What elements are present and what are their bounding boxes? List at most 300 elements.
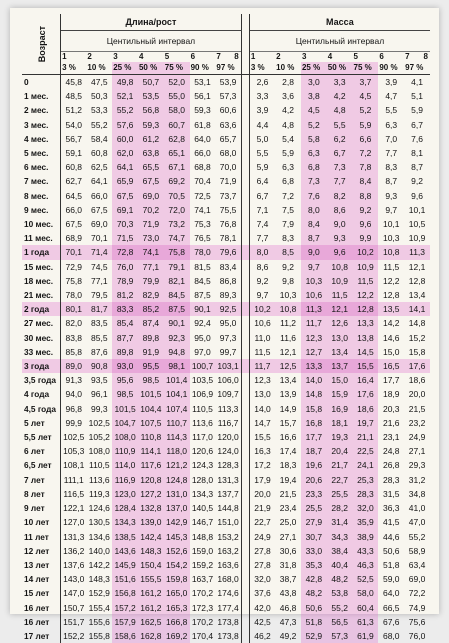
length-cell: 50,3: [86, 89, 112, 103]
length-cell: 54,0: [61, 118, 87, 132]
table-row: [22, 160, 430, 174]
length-cell: 107,5: [138, 416, 164, 430]
header-cell: 25 %: [301, 62, 327, 75]
mass-cell: 9,7: [301, 260, 327, 274]
page-sheet: [10, 8, 439, 614]
length-cell: 116,5: [61, 487, 87, 501]
length-cell: 114,1: [138, 444, 164, 458]
column-separator: [241, 416, 249, 430]
mass-cell: 38,4: [327, 544, 353, 558]
length-cell: 159,8: [164, 572, 190, 586]
mass-cell: 59,0: [378, 572, 404, 586]
mass-cell: 30,7: [301, 530, 327, 544]
length-cell: 97,3: [215, 331, 241, 345]
mass-cell: 13,8: [353, 331, 379, 345]
age-cell: 0: [22, 75, 61, 90]
length-cell: 113,6: [86, 473, 112, 487]
length-cell: 93,5: [86, 373, 112, 387]
length-cell: 65,7: [215, 132, 241, 146]
age-cell: 3 мес.: [22, 118, 61, 132]
mass-cell: 34,3: [327, 530, 353, 544]
column-separator: [241, 458, 249, 472]
mass-cell: 24,1: [353, 458, 379, 472]
age-cell: 10 мес.: [22, 217, 61, 231]
column-separator: [241, 89, 249, 103]
mass-cell: 6,8: [275, 174, 301, 188]
mass-cell: 11,2: [275, 316, 301, 330]
column-separator: [241, 586, 249, 600]
length-cell: 65,9: [112, 174, 138, 188]
table-row: [22, 558, 430, 572]
table-row: [22, 75, 430, 90]
mass-cell: 18,6: [353, 402, 379, 416]
length-cell: 155,8: [86, 629, 112, 643]
length-cell: 90,8: [86, 359, 112, 373]
mass-cell: 8,4: [301, 217, 327, 231]
length-cell: 72,9: [61, 260, 87, 274]
table-row: [22, 331, 430, 345]
table-row: [22, 231, 430, 245]
length-cell: 81,2: [112, 288, 138, 302]
mass-cell: 41,0: [404, 501, 430, 515]
mass-cell: 44,6: [378, 530, 404, 544]
mass-cell: 8,0: [301, 203, 327, 217]
mass-cell: 42,0: [249, 601, 275, 615]
length-cell: 142,9: [164, 515, 190, 529]
length-cell: 99,9: [61, 416, 87, 430]
column-separator: [241, 75, 249, 90]
age-cell: 11 мес.: [22, 231, 61, 245]
mass-cell: 13,3: [301, 359, 327, 373]
mass-cell: 37,6: [249, 586, 275, 600]
mass-cell: 13,5: [378, 302, 404, 316]
length-cell: 89,8: [138, 331, 164, 345]
length-cell: 117,6: [138, 458, 164, 472]
mass-cell: 12,3: [249, 373, 275, 387]
column-separator: [241, 402, 249, 416]
mass-cell: 34,8: [404, 487, 430, 501]
length-cell: 93,0: [112, 359, 138, 373]
age-cell: 16 лет: [22, 601, 61, 615]
length-cell: 159,2: [190, 558, 216, 572]
length-cell: 87,4: [138, 316, 164, 330]
mass-cell: 69,0: [404, 572, 430, 586]
mass-cell: 6,3: [301, 146, 327, 160]
column-separator: [241, 601, 249, 615]
mass-cell: 19,6: [301, 458, 327, 472]
table-row: [22, 586, 430, 600]
length-cell: 48,5: [61, 89, 87, 103]
length-cell: 96,8: [61, 402, 87, 416]
length-cell: 146,7: [190, 515, 216, 529]
length-cell: 47,5: [86, 75, 112, 90]
length-cell: 76,0: [112, 260, 138, 274]
mass-cell: 41,5: [378, 515, 404, 529]
mass-cell: 12,5: [275, 359, 301, 373]
age-cell: 4,5 года: [22, 402, 61, 416]
length-cell: 151,0: [215, 515, 241, 529]
mass-cell: 7,5: [275, 203, 301, 217]
mass-cell: 4,7: [378, 89, 404, 103]
age-cell: 33 мес.: [22, 345, 61, 359]
length-cell: 83,5: [86, 316, 112, 330]
mass-cell: 5,1: [404, 89, 430, 103]
length-cell: 120,0: [215, 430, 241, 444]
mass-cell: 12,1: [327, 302, 353, 316]
length-cell: 92,3: [164, 331, 190, 345]
length-cell: 79,1: [164, 260, 190, 274]
length-cell: 59,1: [61, 146, 87, 160]
length-cell: 83,3: [112, 302, 138, 316]
length-cell: 83,8: [61, 331, 87, 345]
age-cell: 9 мес.: [22, 203, 61, 217]
age-cell: 9 лет: [22, 501, 61, 515]
mass-cell: 5,4: [275, 132, 301, 146]
age-cell: 6 мес.: [22, 160, 61, 174]
mass-cell: 61,9: [353, 629, 379, 643]
length-cell: 53,9: [215, 75, 241, 90]
mass-cell: 4,1: [404, 75, 430, 90]
length-cell: 67,5: [112, 189, 138, 203]
length-cell: 61,8: [190, 118, 216, 132]
mass-cell: 14,0: [249, 402, 275, 416]
header-cell: 7 8: [404, 52, 430, 63]
mass-cell: 20,4: [327, 444, 353, 458]
header-cell: 75 %: [353, 62, 379, 75]
table-body: [22, 75, 430, 643]
mass-cell: 8,7: [301, 231, 327, 245]
mass-cell: 21,7: [327, 458, 353, 472]
header-cell: 97 %: [404, 62, 430, 75]
header-cell: 3: [112, 52, 138, 63]
mass-cell: 15,8: [301, 402, 327, 416]
table-row: [22, 260, 430, 274]
length-cell: 155,6: [86, 615, 112, 629]
mass-cell: 18,7: [301, 444, 327, 458]
header-cell: 1: [61, 52, 87, 63]
length-cell: 98,1: [164, 359, 190, 373]
length-cell: 66,0: [190, 146, 216, 160]
mass-cell: 16,6: [275, 430, 301, 444]
mass-cell: 12,1: [404, 260, 430, 274]
length-cell: 110,8: [138, 430, 164, 444]
mass-cell: 74,9: [404, 601, 430, 615]
column-separator: [241, 572, 249, 586]
mass-cell: 68,0: [378, 629, 404, 643]
table-row: [22, 601, 430, 615]
mass-cell: 12,8: [378, 288, 404, 302]
mass-cell: 4,8: [275, 118, 301, 132]
mass-cell: 15,5: [249, 430, 275, 444]
mass-cell: 4,2: [327, 89, 353, 103]
length-cell: 155,5: [138, 572, 164, 586]
age-cell: 5 мес.: [22, 146, 61, 160]
column-separator: [241, 160, 249, 174]
length-cell: 74,5: [86, 260, 112, 274]
mass-cell: 9,3: [378, 189, 404, 203]
mass-cell: 23,3: [301, 487, 327, 501]
length-cell: 151,7: [61, 615, 87, 629]
length-cell: 60,0: [112, 132, 138, 146]
mass-cell: 15,0: [378, 345, 404, 359]
mass-cell: 43,3: [353, 544, 379, 558]
column-separator: [241, 530, 249, 544]
mass-cell: 9,2: [353, 203, 379, 217]
length-cell: 124,3: [190, 458, 216, 472]
length-cell: 80,1: [61, 302, 87, 316]
mass-cell: 9,3: [327, 231, 353, 245]
length-cell: 63,8: [138, 146, 164, 160]
age-cell: 1 года: [22, 245, 61, 259]
length-cell: 60,6: [215, 103, 241, 117]
mass-cell: 22,5: [353, 444, 379, 458]
mass-cell: 7,3: [301, 174, 327, 188]
mass-cell: 6,3: [378, 118, 404, 132]
length-cell: 101,5: [138, 387, 164, 401]
column-separator: [241, 473, 249, 487]
mass-cell: 21,6: [378, 416, 404, 430]
mass-cell: 9,2: [275, 260, 301, 274]
length-cell: 101,4: [164, 373, 190, 387]
mass-cell: 9,6: [353, 217, 379, 231]
mass-cell: 10,9: [327, 274, 353, 288]
mass-cell: 4,8: [327, 103, 353, 117]
mass-cell: 23,1: [378, 430, 404, 444]
length-cell: 157,2: [112, 601, 138, 615]
length-cell: 52,1: [112, 89, 138, 103]
length-cell: 177,4: [215, 601, 241, 615]
length-cell: 71,9: [138, 217, 164, 231]
mass-cell: 22,7: [249, 515, 275, 529]
mass-cell: 47,0: [404, 515, 430, 529]
table-row: [22, 245, 430, 259]
length-cell: 127,2: [138, 487, 164, 501]
length-cell: 142,4: [138, 530, 164, 544]
mass-cell: 53,8: [327, 586, 353, 600]
length-cell: 51,2: [61, 103, 87, 117]
mass-cell: 17,7: [301, 430, 327, 444]
header-cell: 50 %: [327, 62, 353, 75]
table-row: [22, 530, 430, 544]
header-cell: 4: [138, 52, 164, 63]
mass-cell: 11,3: [404, 245, 430, 259]
mass-cell: 38,9: [353, 530, 379, 544]
length-cell: 123,0: [112, 487, 138, 501]
age-cell: 27 мес.: [22, 316, 61, 330]
mass-cell: 10,2: [249, 302, 275, 316]
mass-cell: 27,8: [249, 558, 275, 572]
length-cell: 87,5: [164, 302, 190, 316]
mass-cell: 8,8: [353, 189, 379, 203]
mass-cell: 11,5: [353, 274, 379, 288]
mass-cell: 8,6: [327, 203, 353, 217]
mass-cell: 3,3: [327, 75, 353, 90]
length-cell: 128,0: [190, 473, 216, 487]
mass-cell: 8,0: [249, 245, 275, 259]
length-cell: 147,0: [61, 586, 87, 600]
mass-cell: 24,9: [249, 530, 275, 544]
length-cell: 78,1: [215, 231, 241, 245]
percentile-row: [22, 62, 430, 75]
mass-cell: 5,2: [353, 103, 379, 117]
mass-cell: 5,5: [378, 103, 404, 117]
length-cell: 73,2: [164, 217, 190, 231]
table-row: [22, 288, 430, 302]
length-cell: 150,7: [61, 601, 87, 615]
length-cell: 155,4: [86, 601, 112, 615]
length-cell: 173,8: [215, 629, 241, 643]
length-cell: 110,7: [164, 416, 190, 430]
mass-cell: 49,2: [275, 629, 301, 643]
column-separator: [241, 174, 249, 188]
mass-cell: 9,7: [378, 203, 404, 217]
mass-cell: 25,5: [327, 487, 353, 501]
mass-cell: 20,0: [249, 487, 275, 501]
table-row: [22, 572, 430, 586]
mass-cell: 10,5: [404, 217, 430, 231]
mass-cell: 11,7: [249, 359, 275, 373]
length-cell: 163,7: [190, 572, 216, 586]
length-cell: 77,1: [138, 260, 164, 274]
length-cell: 157,9: [112, 615, 138, 629]
mass-cell: 21,5: [275, 487, 301, 501]
mass-cell: 31,8: [275, 558, 301, 572]
length-cell: 91,3: [61, 373, 87, 387]
length-cell: 77,1: [86, 274, 112, 288]
length-cell: 72,8: [112, 245, 138, 259]
mass-cell: 9,6: [327, 245, 353, 259]
length-cell: 62,7: [61, 174, 87, 188]
length-cell: 68,8: [190, 160, 216, 174]
age-cell: 15 лет: [22, 586, 61, 600]
column-separator: [241, 203, 249, 217]
header-cell: 3 %: [61, 62, 87, 75]
length-cell: 124,0: [215, 444, 241, 458]
mass-cell: 16,9: [327, 402, 353, 416]
mass-cell: 50,6: [301, 601, 327, 615]
mass-cell: 6,4: [249, 174, 275, 188]
mass-cell: 4,5: [301, 103, 327, 117]
length-cell: 172,3: [190, 601, 216, 615]
length-cell: 116,9: [112, 473, 138, 487]
mass-cell: 7,0: [378, 132, 404, 146]
column-separator: [241, 430, 249, 444]
length-cell: 53,3: [86, 103, 112, 117]
length-cell: 148,3: [86, 572, 112, 586]
header-cell: 2: [275, 52, 301, 63]
mass-cell: 20,3: [378, 402, 404, 416]
header-cell: 6: [378, 52, 404, 63]
length-cell: 148,3: [138, 544, 164, 558]
mass-cell: 8,3: [378, 160, 404, 174]
length-cell: 60,8: [86, 146, 112, 160]
length-cell: 95,5: [138, 359, 164, 373]
mass-cell: 28,3: [353, 487, 379, 501]
mass-cell: 6,2: [327, 132, 353, 146]
mass-cell: 14,5: [353, 345, 379, 359]
age-cell: 5 лет: [22, 416, 61, 430]
mass-cell: 4,5: [353, 89, 379, 103]
mass-cell: 7,4: [249, 217, 275, 231]
mass-cell: 10,6: [301, 288, 327, 302]
length-cell: 108,0: [112, 430, 138, 444]
column-separator: [241, 302, 249, 316]
mass-cell: 10,8: [275, 302, 301, 316]
mass-cell: 14,2: [378, 316, 404, 330]
mass-cell: 14,9: [275, 402, 301, 416]
length-cell: 137,0: [164, 501, 190, 515]
mass-cell: 32,0: [249, 572, 275, 586]
length-cell: 161,2: [138, 586, 164, 600]
length-cell: 67,5: [138, 174, 164, 188]
length-cell: 67,1: [164, 160, 190, 174]
age-cell: 2 мес.: [22, 103, 61, 117]
mass-cell: 15,7: [275, 416, 301, 430]
mass-cell: 72,2: [404, 586, 430, 600]
mass-cell: 3,7: [353, 75, 379, 90]
mass-cell: 2,6: [249, 75, 275, 90]
table-row: [22, 458, 430, 472]
mass-cell: 13,4: [404, 288, 430, 302]
length-cell: 66,0: [86, 189, 112, 203]
mass-cell: 5,2: [301, 118, 327, 132]
mass-cell: 7,7: [327, 174, 353, 188]
table-row: [22, 217, 430, 231]
length-cell: 67,5: [86, 203, 112, 217]
length-cell: 59,3: [190, 103, 216, 117]
mass-cell: 66,5: [378, 601, 404, 615]
table-row: [22, 89, 430, 103]
column-separator: [241, 288, 249, 302]
length-cell: 74,7: [164, 231, 190, 245]
mass-cell: 5,8: [301, 132, 327, 146]
length-cell: 145,9: [112, 558, 138, 572]
length-cell: 113,6: [190, 416, 216, 430]
mass-cell: 11,3: [301, 302, 327, 316]
length-cell: 70,3: [112, 217, 138, 231]
mass-cell: 9,2: [249, 274, 275, 288]
age-cell: 11 лет: [22, 530, 61, 544]
length-cell: 100,7: [190, 359, 216, 373]
length-cell: 82,9: [138, 288, 164, 302]
mass-cell: 51,8: [378, 558, 404, 572]
length-cell: 74,1: [138, 245, 164, 259]
length-cell: 71,4: [86, 245, 112, 259]
age-cell: 2 года: [22, 302, 61, 316]
mass-cell: 9,6: [404, 189, 430, 203]
mass-cell: 15,2: [404, 331, 430, 345]
length-cell: 68,9: [61, 231, 87, 245]
age-cell: 4 мес.: [22, 132, 61, 146]
mass-cell: 27,8: [249, 544, 275, 558]
header-cell: 5: [353, 52, 379, 63]
length-cell: 166,8: [164, 615, 190, 629]
mass-cell: 17,6: [404, 359, 430, 373]
column-separator: [241, 373, 249, 387]
length-cell: 79,5: [86, 288, 112, 302]
mass-cell: 29,3: [404, 458, 430, 472]
length-cell: 99,7: [215, 345, 241, 359]
length-cell: 84,5: [164, 288, 190, 302]
length-cell: 159,0: [190, 544, 216, 558]
length-cell: 107,4: [164, 402, 190, 416]
mass-cell: 8,2: [327, 189, 353, 203]
age-cell: 8 лет: [22, 487, 61, 501]
length-cell: 69,0: [86, 217, 112, 231]
mass-cell: 12,6: [327, 316, 353, 330]
mass-cell: 6,7: [327, 146, 353, 160]
mass-cell: 31,4: [327, 515, 353, 529]
